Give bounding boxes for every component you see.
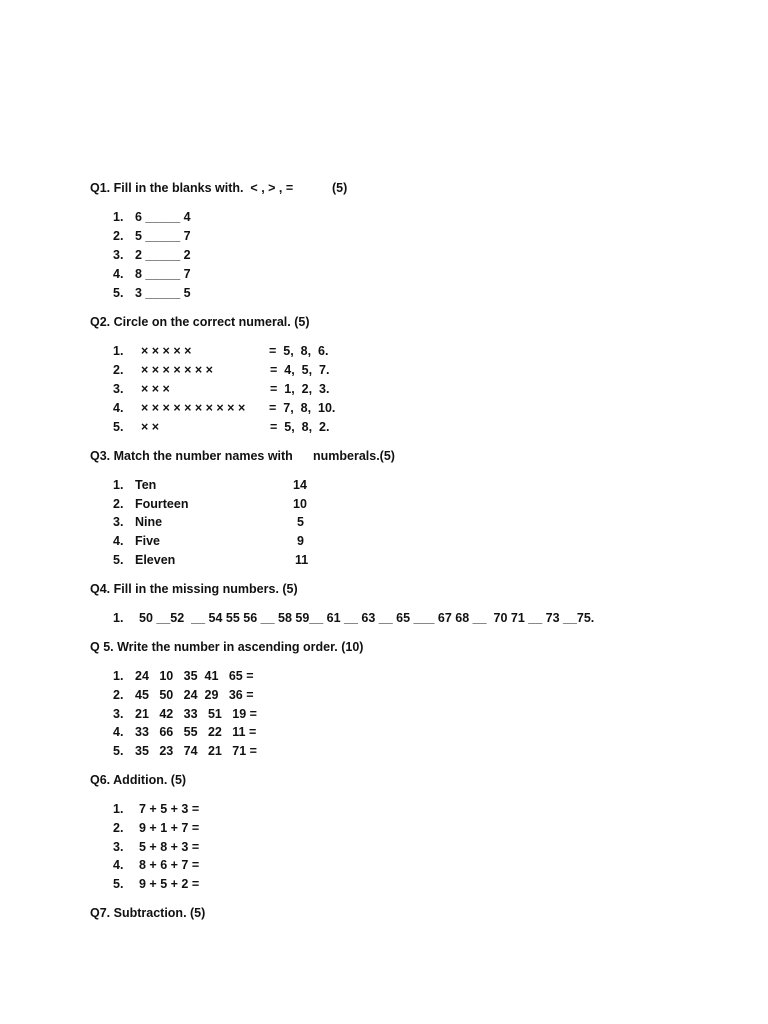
q1-marks: (5) — [332, 181, 348, 195]
list-item — [113, 267, 191, 285]
list-item — [113, 669, 254, 687]
list-item — [113, 725, 257, 743]
list-item — [113, 707, 257, 725]
item-text: 6 _____ 4 — [135, 210, 191, 224]
numeral-options: = 5, 8, 2. — [270, 420, 330, 434]
list-item — [113, 286, 191, 304]
item-number: 4. — [113, 858, 124, 872]
item-text: 2 _____ 2 — [135, 248, 191, 262]
cross-marks: × × — [141, 420, 160, 434]
item-text: 9 + 1 + 7 = — [139, 821, 200, 835]
list-item — [113, 210, 191, 228]
list-item — [113, 497, 307, 515]
list-item — [113, 688, 254, 706]
numeral-options: = 1, 2, 3. — [270, 382, 330, 396]
list-item — [113, 611, 595, 629]
item-number: 3. — [113, 248, 124, 262]
q3-title-continued: numberals.(5) — [313, 449, 395, 463]
list-item — [113, 401, 336, 419]
item-number: 3. — [113, 840, 124, 854]
item-text: 5 _____ 7 — [135, 229, 191, 243]
list-item — [113, 802, 200, 820]
q7-title: Q7. Subtraction. (5) — [90, 906, 206, 920]
numeral: 10 — [293, 497, 307, 511]
q6-title: Q6. Addition. (5) — [90, 773, 187, 787]
item-number: 1. — [113, 611, 124, 625]
numeral-options: = 7, 8, 10. — [269, 401, 336, 415]
number-name: Nine — [135, 515, 163, 529]
numeral-options: = 5, 8, 6. — [269, 344, 329, 358]
item-text: 35 23 74 21 71 = — [135, 744, 257, 758]
item-text: 24 10 35 41 65 = — [135, 669, 254, 683]
item-number: 1. — [113, 802, 124, 816]
number-name: Fourteen — [135, 497, 189, 511]
item-text: 45 50 24 29 36 = — [135, 688, 254, 702]
item-text: 5 + 8 + 3 = — [139, 840, 200, 854]
cross-marks: × × × × × — [141, 344, 192, 358]
list-item — [113, 478, 307, 496]
item-number: 2. — [113, 229, 124, 243]
item-number: 5. — [113, 420, 124, 434]
item-number: 3. — [113, 382, 124, 396]
numeral: 14 — [293, 478, 307, 492]
cross-marks: × × × × × × × — [141, 363, 213, 377]
q3-title: Q3. Match the number names with — [90, 449, 293, 463]
numeral: 11 — [295, 553, 309, 567]
numeral-options: = 4, 5, 7. — [270, 363, 330, 377]
q5-title: Q 5. Write the number in ascending order. (10) — [90, 640, 364, 654]
list-item — [113, 553, 309, 571]
list-item — [113, 840, 200, 858]
cross-marks: × × × — [141, 382, 170, 396]
item-number: 4. — [113, 267, 124, 281]
list-item — [113, 248, 191, 266]
item-number: 1. — [113, 344, 124, 358]
item-text: 33 66 55 22 11 = — [135, 725, 257, 739]
list-item — [113, 744, 257, 762]
list-item — [113, 534, 304, 552]
item-number: 2. — [113, 363, 124, 377]
item-number: 5. — [113, 553, 124, 567]
item-number: 5. — [113, 744, 124, 758]
list-item — [113, 515, 304, 533]
list-item — [113, 382, 330, 400]
item-text: 8 _____ 7 — [135, 267, 191, 281]
q1-title: Q1. Fill in the blanks with. < , > , = — [90, 181, 294, 195]
list-item — [113, 344, 329, 362]
list-item — [113, 363, 330, 381]
item-text: 3 _____ 5 — [135, 286, 191, 300]
item-number: 3. — [113, 515, 124, 529]
item-number: 2. — [113, 497, 124, 511]
item-number: 5. — [113, 286, 124, 300]
list-item — [113, 858, 200, 876]
item-number: 1. — [113, 669, 124, 683]
item-number: 1. — [113, 478, 124, 492]
list-item — [113, 229, 191, 247]
item-number: 2. — [113, 821, 124, 835]
number-name: Five — [135, 534, 161, 548]
list-item — [113, 821, 200, 839]
q2-title: Q2. Circle on the correct numeral. (5) — [90, 315, 310, 329]
numeral: 5 — [297, 515, 304, 529]
item-number: 2. — [113, 688, 124, 702]
item-text: 21 42 33 51 19 = — [135, 707, 257, 721]
list-item — [113, 420, 330, 438]
number-name: Eleven — [135, 553, 176, 567]
item-text: 7 + 5 + 3 = — [139, 802, 200, 816]
item-text: 9 + 5 + 2 = — [139, 877, 200, 891]
cross-marks: × × × × × × × × × × — [141, 401, 246, 415]
number-sequence: 50 __52 __ 54 55 56 __ 58 59__ 61 __ 63 __ 65 ___ 67 68 __ 70 71 __ 73 __75. — [139, 611, 595, 625]
number-name: Ten — [135, 478, 157, 492]
item-number: 4. — [113, 534, 124, 548]
list-item — [113, 877, 200, 895]
item-number: 5. — [113, 877, 124, 891]
item-number: 1. — [113, 210, 124, 224]
item-number: 3. — [113, 707, 124, 721]
item-number: 4. — [113, 725, 124, 739]
q4-title: Q4. Fill in the missing numbers. (5) — [90, 582, 298, 596]
item-number: 4. — [113, 401, 124, 415]
numeral: 9 — [297, 534, 304, 548]
item-text: 8 + 6 + 7 = — [139, 858, 200, 872]
